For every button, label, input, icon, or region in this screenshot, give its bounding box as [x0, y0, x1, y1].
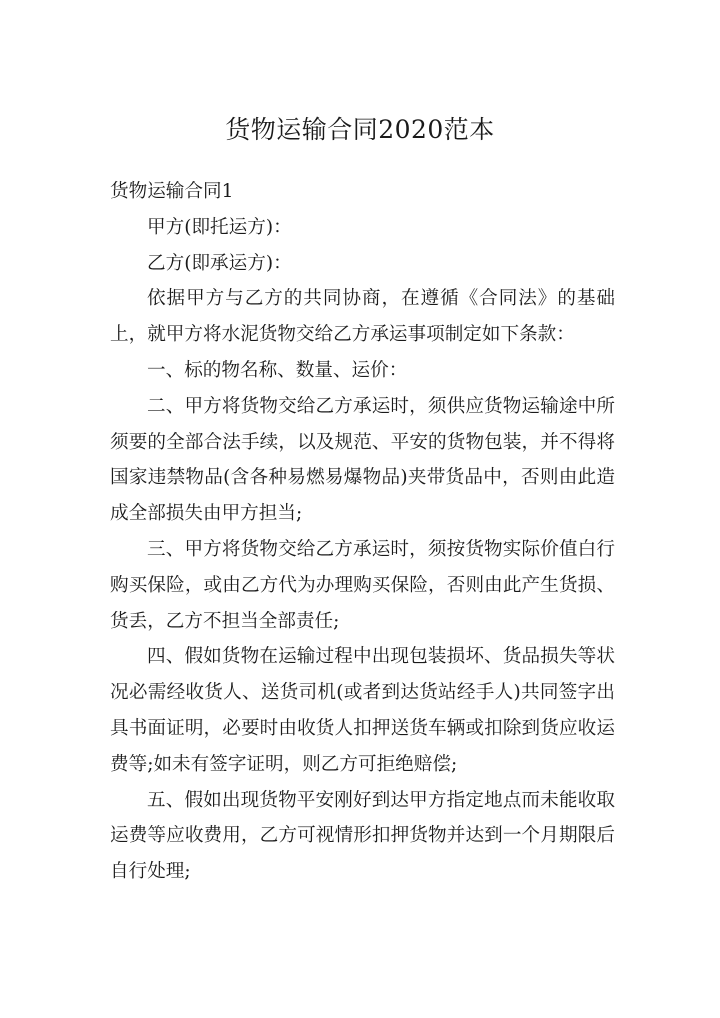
- party-a-line: 甲方(即托运方)：: [147, 216, 292, 238]
- clause-2: 二、甲方将货物交给乙方承运时，须供应货物运输途中所须要的全部合法手续，以及规范、平安的货物包装，并不得将国家违禁物品(含各种易燃易爆物品)夹带货品中，否则由此造成全部损失由甲方担当;: [110, 395, 615, 525]
- preamble-paragraph: 依据甲方与乙方的共同协商，在遵循《合同法》的基础上，就甲方将水泥货物交给乙方承运事项制定如下条款：: [110, 288, 615, 346]
- clause-5: 五、假如出现货物平安刚好到达甲方指定地点而未能收取运费等应收费用，乙方可视情形扣押货物并达到一个月期限后自行处理;: [110, 789, 615, 883]
- clause-4: 四、假如货物在运输过程中出现包装损坏、货品损失等状况必需经收货人、送货司机(或者到达货站经手人)共同签字出具书面证明，必要时由收货人扣押送货车辆或扣除到货应收运费等;如未有签字证明，则乙方可拒绝赔偿;: [110, 646, 615, 775]
- clause-3: 三、甲方将货物交给乙方承运时，须按货物实际价值白行购买保险，或由乙方代为办理购买保险，否则由此产生货损、货丢，乙方不担当全部责任;: [110, 538, 615, 632]
- clause-1: 一、标的物名称、数量、运价：: [147, 359, 408, 381]
- section-heading: 货物运输合同1: [110, 181, 234, 202]
- party-b-line: 乙方(即承运方)：: [147, 252, 292, 274]
- document-body: [110, 174, 615, 890]
- document-title: 货物运输合同2020范本: [225, 115, 495, 144]
